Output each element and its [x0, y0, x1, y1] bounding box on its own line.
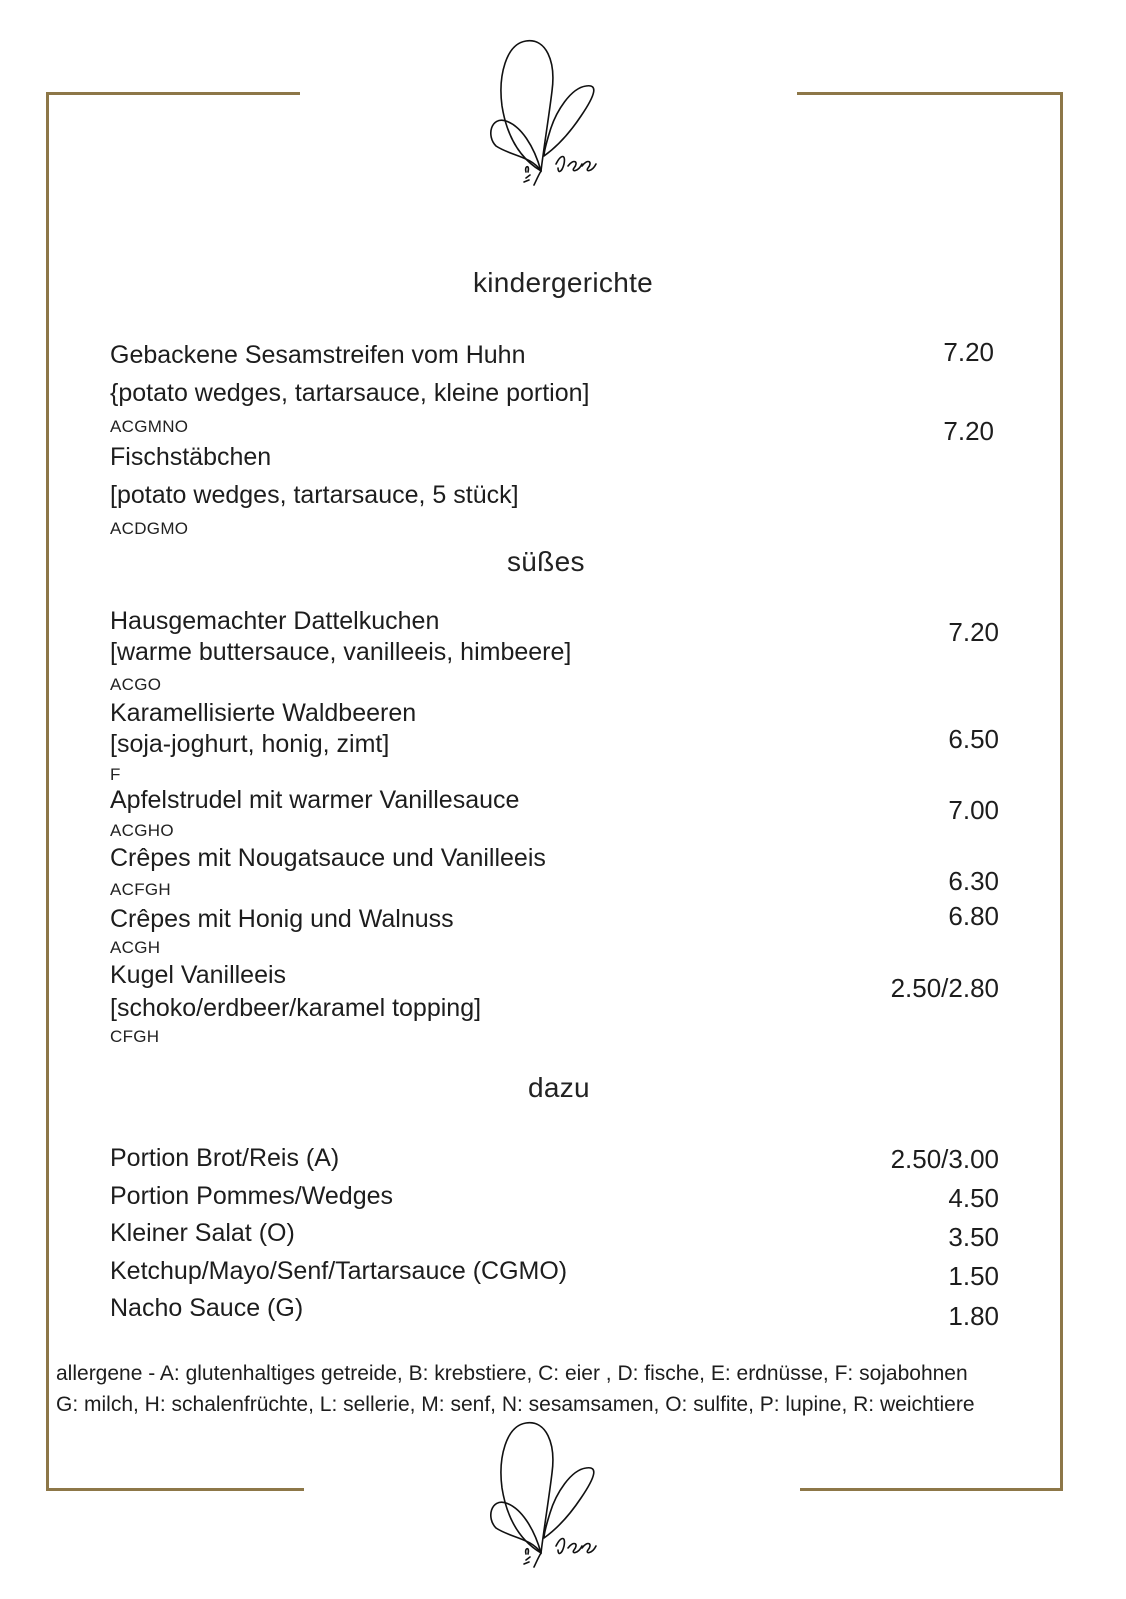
menu-item-price: 7.20 — [948, 617, 999, 647]
menu-item-price: 4.50 — [948, 1183, 999, 1213]
section-title-suesses: süßes — [507, 546, 585, 577]
menu-item-allergen-code: ACDGMO — [110, 519, 189, 538]
menu-item-allergen-code: ACFGH — [110, 880, 171, 899]
menu-item-allergen-code: F — [110, 765, 121, 784]
menu-item-price: 1.50 — [948, 1261, 999, 1291]
menu-item-desc: [soja-joghurt, honig, zimt] — [110, 730, 390, 758]
menu-item-name: Apfelstrudel mit warmer Vanillesauce — [110, 786, 520, 814]
menu-item-desc: [potato wedges, tartarsauce, 5 stück] — [110, 481, 519, 509]
menu-item-price: 7.20 — [943, 416, 994, 446]
menu-item-price: 2.50/2.80 — [890, 973, 999, 1003]
menu-item-name: Hausgemachter Dattelkuchen — [110, 607, 440, 635]
frame-top-right — [797, 92, 1063, 95]
menu-item-allergen-code: ACGH — [110, 938, 161, 957]
menu-item-allergen-code: ACGMNO — [110, 417, 189, 436]
frame-right — [1060, 92, 1063, 1491]
menu-item-name: Kleiner Salat (O) — [110, 1219, 295, 1247]
menu-item-price: 1.80 — [948, 1301, 999, 1331]
menu-item-name: Nacho Sauce (G) — [110, 1294, 304, 1322]
menu-item-name: Crêpes mit Honig und Walnuss — [110, 905, 454, 933]
frame-bottom-left — [46, 1488, 304, 1491]
menu-item-allergen-code: ACGHO — [110, 821, 174, 840]
menu-item-price: 3.50 — [948, 1222, 999, 1252]
menu-item-name: Crêpes mit Nougatsauce und Vanilleeis — [110, 844, 546, 872]
menu-item-name: Gebackene Sesamstreifen vom Huhn — [110, 341, 526, 369]
menu-item-name: Kugel Vanilleeis — [110, 961, 287, 989]
section-title-kindergerichte: kindergerichte — [472, 267, 654, 298]
menu-item-price: 7.00 — [948, 795, 999, 825]
allergen-legend-line: G: milch, H: schalenfrüchte, L: sellerie, M: senf, N: sesamsamen, O: sulfite, P: lupine, R: weichtiere — [56, 1393, 975, 1416]
menu-item-price: 6.80 — [948, 901, 999, 931]
menu-item-price: 7.20 — [943, 337, 994, 367]
menu-item-name: Fischstäbchen — [110, 443, 272, 471]
menu-item-name: Ketchup/Mayo/Senf/Tartarsauce (CGMO) — [110, 1257, 568, 1285]
menu-item-name: Portion Brot/Reis (A) — [110, 1144, 340, 1172]
menu-item-price: 6.50 — [948, 724, 999, 754]
menu-item-name: Karamellisierte Waldbeeren — [110, 699, 417, 727]
menu-item-price: 6.30 — [948, 866, 999, 896]
menu-item-allergen-code: ACGO — [110, 675, 162, 694]
frame-left — [46, 92, 49, 1491]
frame-top-left — [46, 92, 300, 95]
logo-top — [486, 36, 606, 186]
frame-bottom-right — [800, 1488, 1063, 1491]
menu-item-desc: [warme buttersauce, vanilleeis, himbeere] — [110, 638, 572, 666]
menu-item-price: 2.50/3.00 — [890, 1144, 999, 1174]
menu-item-name: Portion Pommes/Wedges — [110, 1182, 393, 1210]
clover-logo-icon — [486, 36, 606, 186]
logo-bottom — [486, 1418, 606, 1568]
menu-item-allergen-code: CFGH — [110, 1027, 160, 1046]
menu-item-desc: [schoko/erdbeer/karamel topping] — [110, 994, 482, 1022]
allergen-legend-line: allergene - A: glutenhaltiges getreide, B: krebstiere, C: eier , D: fische, E: erdnüsse, F: sojabohnen — [56, 1362, 968, 1385]
clover-logo-icon — [486, 1418, 606, 1568]
menu-item-desc: {potato wedges, tartarsauce, kleine portion] — [110, 379, 590, 407]
section-title-dazu: dazu — [528, 1072, 590, 1103]
